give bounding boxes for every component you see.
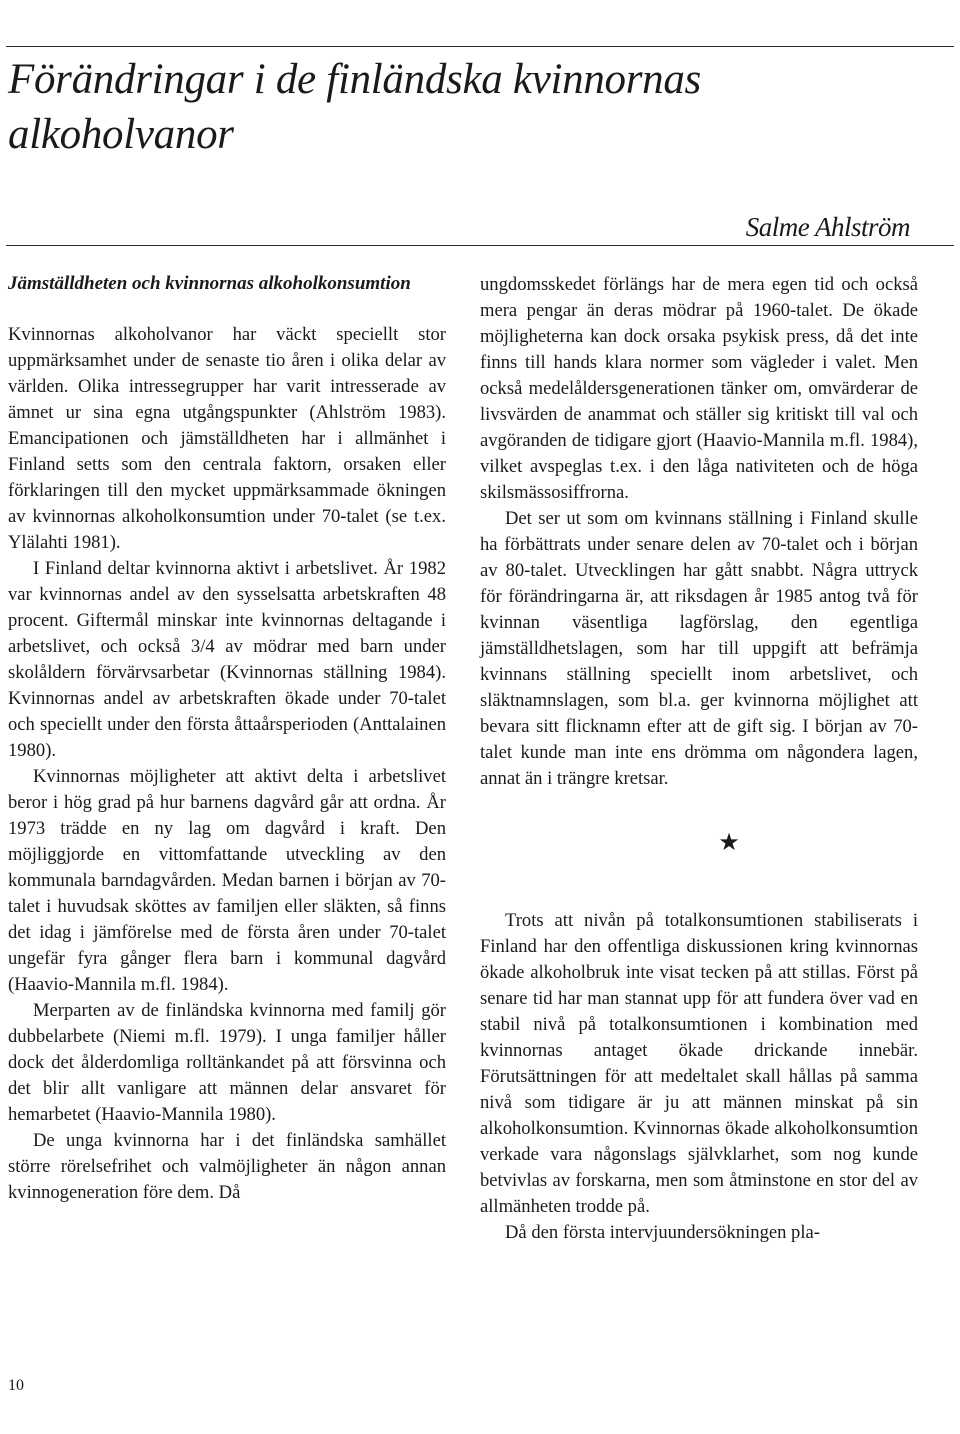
body-paragraph: Då den första intervjuundersökningen pla- [505,1222,820,1243]
section-break-star-icon: ★ [718,830,740,856]
body-paragraph: Merparten av de finländska kvinnorna med familj gör dubbelarbete (Niemi m.fl. 1979). I unga familjer håller dock det ålderdomliga rolltänkandet på att försvinna och det blir allt vanligare att männen delar ansvaret för hemarbetet (Haavio-Mannila 1980). [8,1000,446,1125]
right-column [480,272,918,1246]
body-paragraph: Kvinnornas möjligheter att aktivt delta i arbetslivet beror i hög grad på hur barnens dagvård går att ordna. År 1973 trädde en ny lag om dagvård i kraft. Den möjliggjorde en vittomfattande utveckling av den kommunala barndagvården. Medan barnen i början av 70-talet i huvudsak sköttes av familjen eller släkten, så finns det idag i jämförelse med de första åren under 70-talet ungefär fyra gånger flera barn i kommunal dagvård (Haavio-Mannila m.fl. 1984). [8,766,446,995]
section-heading: Jämställdheten och kvinnornas alkoholkonsumtion [8,273,411,294]
article-title: Förändringar i de finländska kvinnornas alkoholvanor [8,56,701,158]
page-number: 10 [8,1377,24,1394]
body-paragraph: Trots att nivån på totalkonsumtionen stabiliserats i Finland har den offentliga diskussionen kring kvinnornas ökade alkoholbruk inte visat tecken på att stillas. Först på senare tid har man stannat upp för att fundera över vad en stabil nivå på totalkonsumtionen i kombination med kvinnornas antaget ökade drickande innebär. Förutsättningen för att medeltalet skall hållas på samma nivå som tidigare är ju att männen minskat på sin alkoholkonsumtion. Kvinnornas ökade alkoholkonsumtion verkade vara någonslags självklarhet, som nog kunde betvivlas av forskarna, men som åtminstone en stor del av allmänheten trodde på. [480,910,918,1217]
body-paragraph: ungdomsskedet förlängs har de mera egen tid och också mera pengar än deras mödrar på 1960-talet. De ökade möjligheterna kan dock orsaka psykisk press, då det inte finns till hands klara normer som vägleder i valet. Men också medelåldersgenerationen tänker om, omvärderar de livsvärden de anammat och ställer sig kritiskt till val och avgöranden de tidigare gjort (Haavio-Mannila m.fl. 1984), vilket avspeglas t.ex. i den låga nativiteten och de höga skilsmässosiffrorna. [480,274,918,503]
header-divider [6,245,954,246]
left-column [8,272,446,1206]
body-paragraph: Kvinnornas alkoholvanor har väckt speciellt stor uppmärksamhet under de senaste tio åren i olika delar av världen. Olika intressegrupper har varit intresserade av ämnet ur sina egna utgångspunkter (Ahlström 1983). Emancipationen och jämställdheten har i allmänhet i Finland setts som den centrala faktorn, orsaken eller förklaringen till den mycket uppmärksammade ökningen av kvinnornas alkoholkonsumtion under 70-talet (se t.ex. Ylälahti 1981). [8,324,446,553]
body-paragraph: I Finland deltar kvinnorna aktivt i arbetslivet. År 1982 var kvinnornas andel av den sysselsatta arbetskraften 48 procent. Giftermål minskar inte kvinnornas deltagande i arbetslivet, och också 3/4 av mödrar med barn under skolåldern förvärvsarbetar (Kvinnornas ställning 1984). Kvinnornas andel av arbetskraften ökade under 70-talet och speciellt under den första åttaårsperioden (Anttalainen 1980). [8,558,446,761]
top-rule [6,46,954,47]
article-author: Salme Ahlström [745,212,910,242]
body-paragraph: De unga kvinnorna har i det finländska samhället större rörelsefrihet och valmöjligheter än någon annan kvinnogeneration före dem. Då [8,1130,446,1203]
body-paragraph: Det ser ut som om kvinnans ställning i Finland skulle ha förbättrats under senare delen av 70-talet och i början av 80-talet. Utvecklingen har gått snabbt. Några uttryck för förändringarna är, att riksdagen år 1985 antog två för kvinnan väsentliga lagförslag, den egentliga jämställdhetslagen, som har till uppgift att befrämja kvinnans ställning speciellt inom arbetslivet, och släktnamnslagen, som bl.a. ger kvinnorna möjlighet att bevara sitt flicknamn efter att de gift sig. I början av 70-talet kunde man inte ens drömma om någondera lagen, annat än i trängre kretsar. [480,508,918,789]
